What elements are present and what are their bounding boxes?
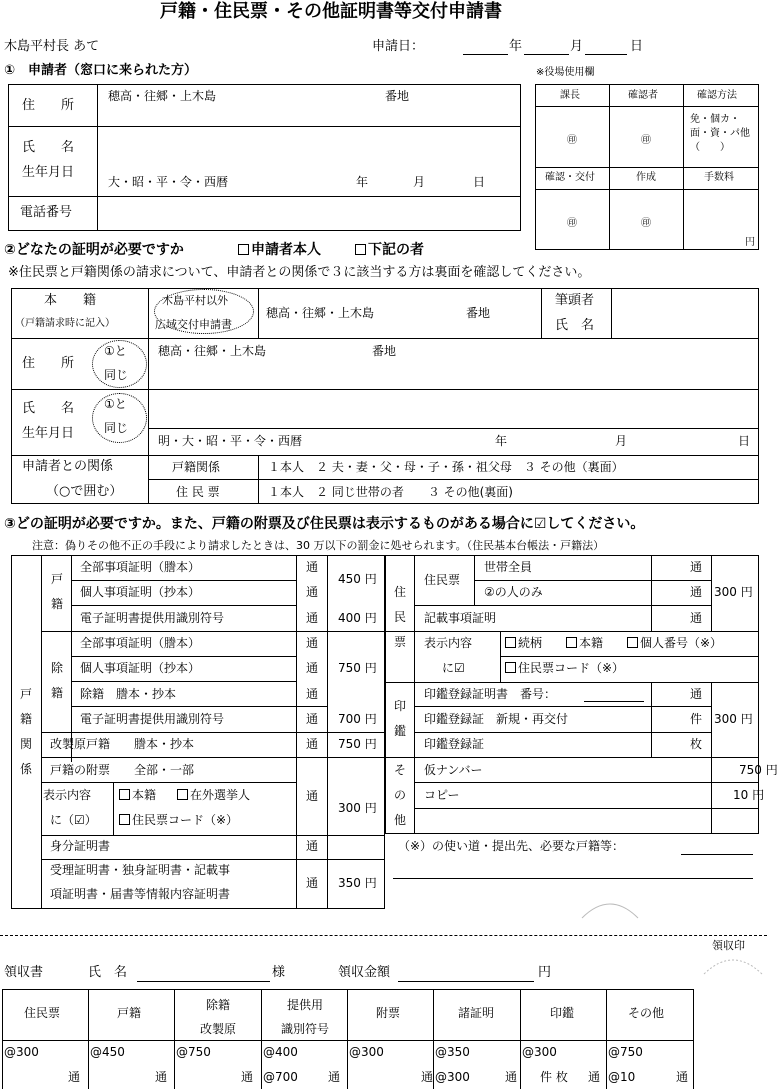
date-month-field[interactable] <box>524 54 569 55</box>
office-header-sakusei: 作成 <box>636 172 656 183</box>
receipt-price: @300 <box>349 1045 384 1059</box>
same-label1: ①と <box>104 397 127 411</box>
receipt-amount-label: 領収金額 <box>338 965 391 980</box>
receipt-price2: @700 <box>263 1070 298 1084</box>
price-koseki-denshi: 400 円 <box>338 611 377 625</box>
receipt-tsu: 通 <box>676 1070 689 1084</box>
honseki-banchi: 番地 <box>466 306 491 320</box>
honseki-label: 本 籍 <box>44 293 97 308</box>
receipt-col-shoshomei: 諸証明 <box>458 1006 495 1020</box>
head-label1: 筆頭者 <box>555 293 595 308</box>
office-header-kacho: 課長 <box>560 90 580 101</box>
price-copy: 10 円 <box>733 788 765 802</box>
receipt-tsu: 通 <box>68 1070 81 1084</box>
date-year-label: 年 <box>509 39 523 54</box>
receipt-sama: 様 <box>272 965 286 980</box>
tsu-label: 通 <box>306 636 319 650</box>
checkbox-icon <box>505 662 516 673</box>
jumin-opt-code[interactable]: 住民票コード（※） <box>505 662 624 674</box>
price-juri: 350 円 <box>338 876 377 890</box>
tsu-label: 通 <box>690 687 703 701</box>
section3-heading: ③どの証明が必要ですか。また、戸籍の附票及び住民票は表示するものがある場合に☑してください。 <box>4 516 645 532</box>
joseki-zenbu-label[interactable]: 全部事項証明（謄本） <box>80 636 201 650</box>
ken-label: 件 <box>690 712 703 726</box>
fuhyo-hyoji1: 表示内容 <box>43 788 92 802</box>
fuhyo-zaigai-option[interactable]: 在外選挙人 <box>177 789 250 801</box>
cut-line <box>0 935 767 936</box>
office-header-kofu: 確認・交付 <box>545 172 595 183</box>
target-dob-day: 日 <box>738 434 751 448</box>
receipt-col-fuhyo: 附票 <box>376 1006 401 1020</box>
receipt-price: @450 <box>90 1045 125 1059</box>
checkbox-icon <box>177 789 188 800</box>
inkan-number-field[interactable] <box>584 701 644 702</box>
receipt-tsu: 通 <box>241 1070 254 1084</box>
koseki-relation-options[interactable]: １本人 ２ 夫・妻・父・母・子・孫・祖父母 ３ その他（裏面） <box>268 460 624 474</box>
addressee: 木島平村長 あて <box>4 39 100 54</box>
jumin-hyoji2: に☑ <box>442 661 465 675</box>
other-group-label: その他 <box>393 763 406 827</box>
jumin-only[interactable]: ②の人のみ <box>484 585 543 599</box>
faint-arc <box>580 896 640 920</box>
honseki-value[interactable]: 穂高・往郷・上木島 <box>266 306 375 320</box>
receipt-tsu: 通 <box>328 1070 341 1084</box>
inkan-shinki-label[interactable]: 印鑑登録証 新規・再交付 <box>424 712 569 726</box>
same-label2: 同じ <box>104 368 129 382</box>
tsu-label: 通 <box>306 611 319 625</box>
office-use-label: ※役場使用欄 <box>536 67 595 78</box>
target-era-options[interactable]: 明・大・昭・平・令・西暦 <box>158 434 303 448</box>
outside-village-line1: 木島平村以外 <box>162 294 228 307</box>
tsu-label: 通 <box>306 789 319 803</box>
juri-label2[interactable]: 項証明書・届書等情報内容証明書 <box>50 887 231 901</box>
applicant-era-options[interactable]: 大・昭・平・令・西暦 <box>108 175 229 189</box>
seal-mark: ㊞ <box>567 135 577 146</box>
tsu-label: 通 <box>690 611 703 625</box>
applicant-dob-month: 月 <box>413 175 426 189</box>
receipt-price: @300 <box>522 1045 557 1059</box>
jumin-opt-honseki[interactable]: 本籍 <box>566 637 603 649</box>
applicant-phone-label: 電話番号 <box>20 205 73 220</box>
applicant-address-value[interactable]: 穂高・往郷・上木島 <box>108 89 217 103</box>
checkbox-icon <box>119 789 130 800</box>
price-kari: 750 円 <box>739 763 778 777</box>
tsu-label: 通 <box>306 687 319 701</box>
tsu-label: 通 <box>306 560 319 574</box>
target-address-label: 住 所 <box>22 356 75 371</box>
tsu-label: 通 <box>306 712 319 726</box>
receipt-price: @400 <box>263 1045 298 1059</box>
option-other-label: 下記の者 <box>368 242 424 258</box>
receipt-col-koseki: 戸籍 <box>117 1006 142 1020</box>
inkan-group-label: 印鑑 <box>393 699 406 738</box>
target-banchi: 番地 <box>372 344 397 358</box>
seal-mark: ㊞ <box>567 218 577 229</box>
same-label1: ①と <box>104 344 127 358</box>
office-fee-yen: 円 <box>745 237 755 248</box>
receipt-name-label: 氏 名 <box>88 965 128 980</box>
checkbox-icon <box>627 637 638 648</box>
target-address-value[interactable]: 穂高・往郷・上木島 <box>158 344 267 358</box>
receipt-amount-field[interactable] <box>398 981 534 982</box>
checkbox-icon <box>566 637 577 648</box>
jumin-label: 住民票 <box>424 573 461 587</box>
option-self-label: 申請者本人 <box>251 242 321 258</box>
date-day-field[interactable] <box>585 54 627 55</box>
honseki-sub: （戸籍請求時に記入） <box>15 318 115 329</box>
usage-field[interactable] <box>681 854 753 855</box>
option-self[interactable] <box>238 243 321 257</box>
kaisei-label[interactable]: 改製原戸籍 謄本・抄本 <box>50 737 195 751</box>
date-day-label: 日 <box>630 39 644 54</box>
mai-label: 枚 <box>690 737 703 751</box>
koseki-sub-label: 戸籍 <box>50 572 63 611</box>
office-header-method: 確認方法 <box>697 90 737 101</box>
section2-note: ※住民票と戸籍関係の請求について、申請者との関係で３に該当する方は裏面を確認してください。 <box>8 265 591 280</box>
price-fuhyo: 300 円 <box>338 801 377 815</box>
office-header-kakuninsha: 確認者 <box>628 90 658 101</box>
date-month-label: 月 <box>570 39 584 54</box>
receipt-col-other: その他 <box>628 1006 665 1020</box>
target-dob-label: 生年月日 <box>22 426 75 441</box>
target-dob-month: 月 <box>615 434 628 448</box>
applicant-banchi: 番地 <box>385 89 410 103</box>
joseki-kojin-label[interactable]: 個人事項証明（抄本） <box>80 661 201 675</box>
target-name-label: 氏 名 <box>22 401 75 416</box>
jumin-all[interactable]: 世帯全員 <box>484 560 533 574</box>
tsu-label: 通 <box>306 876 319 890</box>
office-header-fee: 手数料 <box>704 172 734 183</box>
fuhyo-label[interactable]: 戸籍の附票 全部・一部 <box>50 763 195 777</box>
receipt-price2: @10 <box>608 1070 636 1084</box>
receipt-price: @750 <box>176 1045 211 1059</box>
juri-label1[interactable]: 受理証明書・独身証明書・記載事 <box>50 863 231 877</box>
page-title: 戸籍・住民票・その他証明書等交付申請書 <box>160 1 502 22</box>
checkbox-icon <box>238 244 249 255</box>
seal-mark: ㊞ <box>641 135 651 146</box>
relation-label: 申請者との関係 <box>22 459 114 474</box>
receipt-price: @350 <box>435 1045 470 1059</box>
inkan-touroku-label[interactable]: 印鑑登録証明書 番号： <box>424 687 557 701</box>
price-jumin: 300 円 <box>714 585 753 599</box>
koseki-relation-label: 戸籍関係 <box>172 460 221 474</box>
koseki-group-label: 戸籍関係 <box>19 687 32 776</box>
checkbox-icon <box>505 637 516 648</box>
target-dob-year: 年 <box>495 434 508 448</box>
receipt-col-joseki: 除籍 改製原 <box>199 998 236 1036</box>
applicant-table <box>8 84 521 231</box>
price-inkan: 300 円 <box>714 712 753 726</box>
head-label2: 氏 名 <box>555 318 595 333</box>
joseki-tohon-label[interactable]: 除籍 謄本・抄本 <box>80 687 177 701</box>
option-other[interactable] <box>355 243 424 257</box>
koseki-denshi-label[interactable]: 電子証明書提供用識別符号 <box>80 611 225 625</box>
office-method-text: 免・個カ・面・資・パ他（ ） <box>690 114 750 153</box>
price-kaisei: 750 円 <box>338 737 377 751</box>
receipt-seal-arc <box>702 950 764 976</box>
fuhyo-hyoji2: に（☑） <box>50 813 97 827</box>
application-date-label: 申請日： <box>372 39 425 54</box>
receipt-price: @300 <box>4 1045 39 1059</box>
receipt-tsu: 通 <box>505 1070 518 1084</box>
joseki-sub-label: 除籍 <box>50 661 63 700</box>
tsu-label: 通 <box>690 560 703 574</box>
tsu-label: 通 <box>306 839 319 853</box>
inkan-shou-label[interactable]: 印鑑登録証 <box>424 737 485 751</box>
section3-warning: 注意：偽りその他不正の手段により請求したときは、30 万以下の罰金に処せられます。（住民基本台帳法・戸籍法） <box>32 539 605 552</box>
copy-label[interactable]: コピー <box>424 788 460 802</box>
relation-sub: （○で囲む） <box>46 484 123 499</box>
joseki-denshi-label[interactable]: 電子証明書提供用識別符号 <box>80 712 225 726</box>
tsu-label: 通 <box>306 737 319 751</box>
koseki-zenbu-label[interactable]: 全部事項証明（謄本） <box>80 560 201 574</box>
receipt-col-denshi: 提供用 識別符号 <box>280 998 329 1036</box>
fuhyo-honseki-option[interactable]: 本籍 <box>119 789 156 801</box>
receipt-tsu: 通 <box>155 1070 168 1084</box>
price-koseki: 450 円 <box>338 572 377 586</box>
koseki-kojin-label[interactable]: 個人事項証明（抄本） <box>80 585 201 599</box>
receipt-title: 領収書 <box>4 965 44 980</box>
receipt-tsu: 通 <box>588 1070 601 1084</box>
fuhyo-code-option[interactable]: 住民票コード（※） <box>119 814 238 826</box>
applicant-dob-label: 生年月日 <box>22 165 75 180</box>
jumin-hyoji1: 表示内容 <box>424 636 473 650</box>
outside-village-line2: 広域交付申請書 <box>155 318 232 331</box>
applicant-dob-day: 日 <box>473 175 486 189</box>
checkbox-icon <box>355 244 366 255</box>
jumin-group-label: 住民票 <box>393 585 406 649</box>
applicant-address-label: 住 所 <box>22 98 75 113</box>
jumin-opt-zokugara[interactable]: 続柄 <box>505 637 542 649</box>
section2-heading: ②どなたの証明が必要ですか <box>4 242 184 258</box>
usage-field-line2[interactable] <box>393 878 753 879</box>
receipt-col-jumin: 住民票 <box>24 1006 61 1020</box>
jumin-relation-options[interactable]: １本人 ２ 同じ世帯の者 ３ その他(裏面) <box>268 485 513 499</box>
receipt-col-inkan: 印鑑 <box>550 1006 575 1020</box>
tsu-label: 通 <box>690 585 703 599</box>
jumin-relation-label: 住 民 票 <box>176 485 220 499</box>
receipt-tsu: 通 <box>421 1070 434 1084</box>
tsu-label: 通 <box>306 585 319 599</box>
usage-label: （※）の使い道・提出先、必要な戸籍等： <box>398 839 625 853</box>
date-year-field[interactable] <box>463 54 508 55</box>
receipt-price2: @300 <box>435 1070 470 1084</box>
receipt-seal-label: 領収印 <box>712 939 745 952</box>
receipt-name-field[interactable] <box>137 981 270 982</box>
section1-heading: ① 申請者（窓口に来られた方） <box>4 63 198 78</box>
jumin-kisai[interactable]: 記載事項証明 <box>424 611 497 625</box>
jumin-opt-kojin-bango[interactable]: 個人番号（※） <box>627 637 722 649</box>
applicant-name-label: 氏 名 <box>22 140 75 155</box>
receipt-ken-mai: 件 枚 <box>540 1070 568 1084</box>
seal-mark: ㊞ <box>641 218 651 229</box>
price-joseki: 750 円 <box>338 661 377 675</box>
receipt-yen: 円 <box>538 965 552 980</box>
mibun-label[interactable]: 身分証明書 <box>50 839 111 853</box>
same-label2: 同じ <box>104 421 129 435</box>
checkbox-icon <box>119 814 130 825</box>
receipt-price: @750 <box>608 1045 643 1059</box>
tsu-label: 通 <box>306 661 319 675</box>
applicant-dob-year: 年 <box>356 175 369 189</box>
kari-number-label[interactable]: 仮ナンバー <box>424 763 483 777</box>
price-joseki-denshi: 700 円 <box>338 712 377 726</box>
